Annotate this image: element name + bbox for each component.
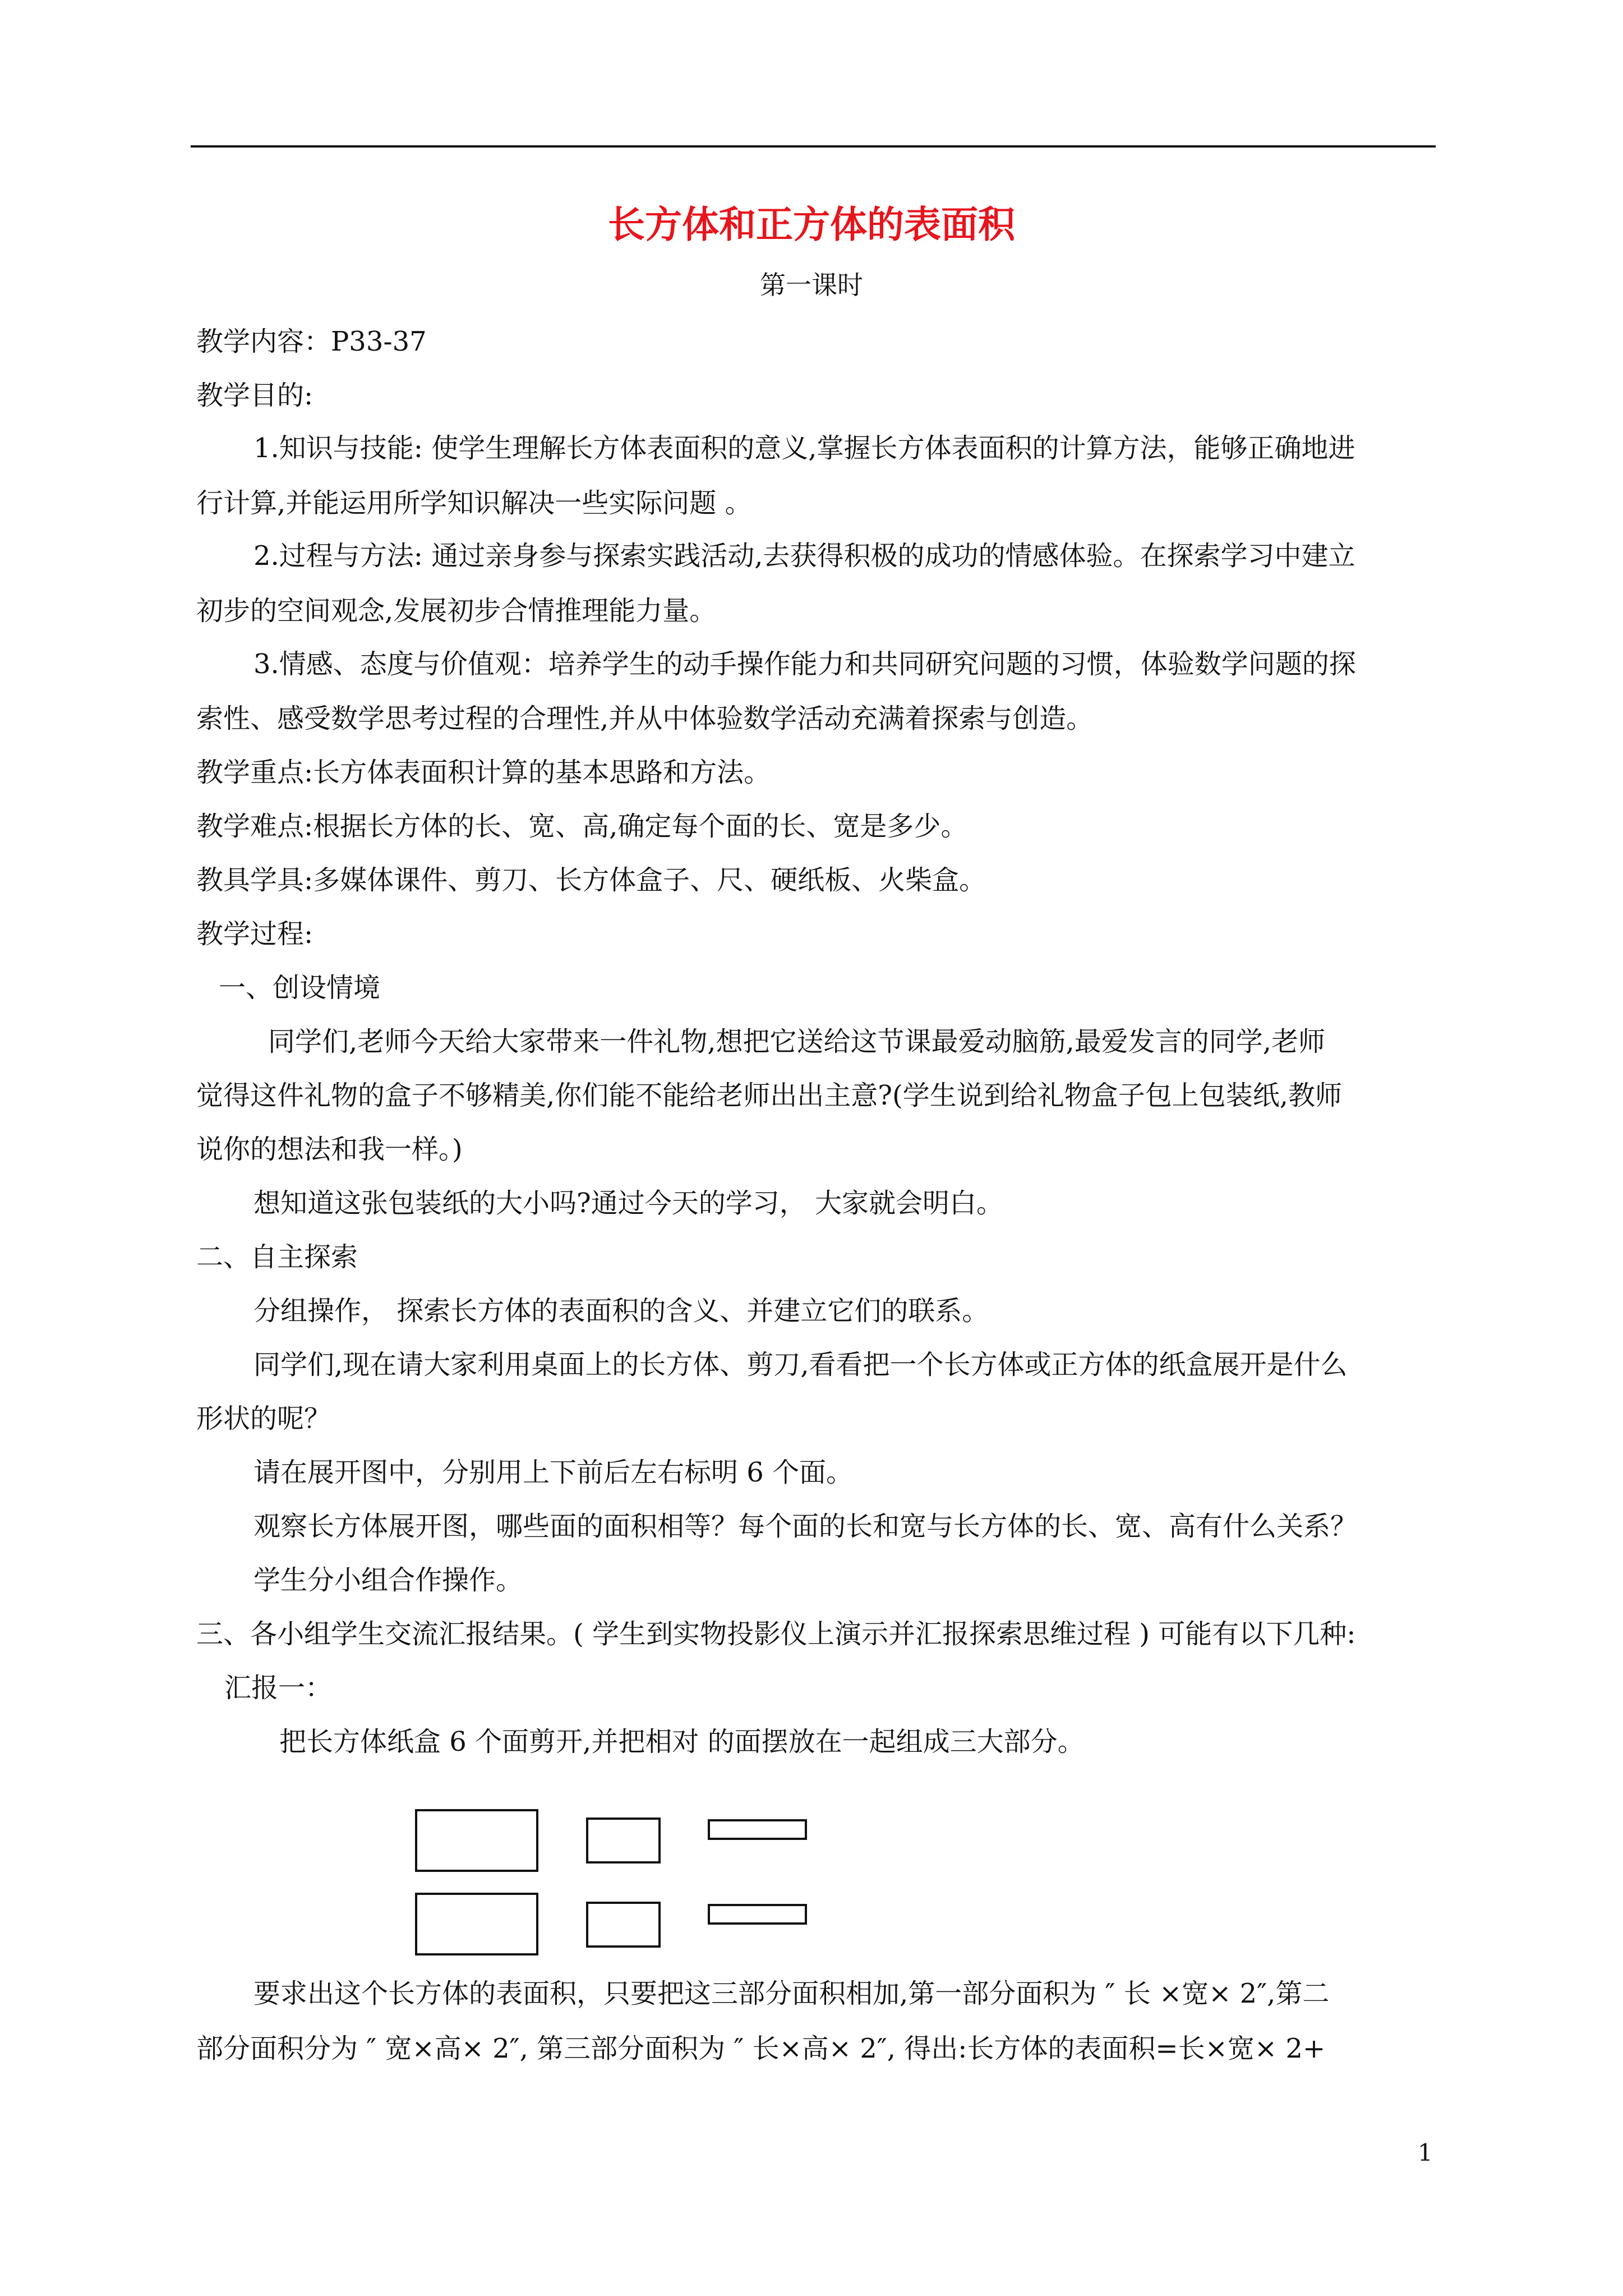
text-line: 学生分小组合作操作。	[253, 1565, 523, 1596]
text-line: 教学难点:根据长方体的长、宽、高,确定每个面的长、宽是多少。	[196, 811, 968, 842]
text-line: 汇报一：	[224, 1672, 333, 1704]
section-heading: 二、自主探索	[196, 1241, 358, 1273]
text-line: 要求出这个长方体的表面积，只要把这三部分面积相加,第一部分面积为 ″ 长 ×宽× 2″,第二	[253, 1978, 1330, 2009]
text-line: 把长方体纸盒 6 个面剪开,并把相对 的面摆放在一起组成三大部分。	[279, 1726, 1085, 1757]
text-line: 同学们,现在请大家利用桌面上的长方体、剪刀,看看把一个长方体或正方体的纸盒展开是什么	[253, 1349, 1348, 1381]
section-heading: 三、各小组学生交流汇报结果。( 学生到实物投影仪上演示并汇报探索思维过程 ) 可能有以下几种:	[196, 1618, 1356, 1650]
text-line: 部分面积分为 ″ 宽×高× 2″, 第三部分面积为 ″ 长×高× 2″, 得出:长方体的表面积=长×宽× 2+	[196, 2033, 1326, 2064]
face-rect-medium	[586, 1902, 661, 1948]
text-line: 1.知识与技能: 使学生理解长方体表面积的意义,掌握长方体表面积的计算方法，能够正确地进	[253, 432, 1355, 464]
text-line: 分组操作， 探索长方体的表面积的含义、并建立它们的联系。	[253, 1295, 989, 1327]
text-line: 说你的想法和我一样。)	[196, 1134, 463, 1165]
header-rule	[191, 145, 1436, 148]
text-line: 请在展开图中，分别用上下前后左右标明 6 个面。	[253, 1457, 854, 1488]
face-rect-large	[415, 1893, 538, 1955]
text-line: 初步的空间观念,发展初步合情推理能力量。	[196, 595, 717, 627]
face-rect-thin	[708, 1904, 807, 1925]
text-line: 2.过程与方法: 通过亲身参与探索实践活动,去获得积极的成功的情感体验。在探索学习中建立	[253, 540, 1355, 572]
text-line: 想知道这张包装纸的大小吗?通过今天的学习， 大家就会明白。	[253, 1188, 1003, 1219]
text-line: 索性、感受数学思考过程的合理性,并从中体验数学活动充满着探索与创造。	[196, 703, 1094, 734]
text-line: 行计算,并能运用所学知识解决一些实际问题 。	[196, 487, 752, 519]
face-rect-large	[415, 1809, 538, 1872]
text-line: 同学们,老师今天给大家带来一件礼物,想把它送给这节课最爱动脑筋,最爱发言的同学,老师	[268, 1026, 1326, 1057]
text-line: 形状的呢？	[196, 1403, 331, 1434]
text-line: 教学内容：P33-37	[196, 326, 427, 357]
document-title: 长方体和正方体的表面积	[608, 203, 1015, 246]
document-subtitle: 第一课时	[760, 270, 863, 300]
text-line: 教学过程:	[196, 918, 313, 950]
text-line: 3.情感、态度与价值观：培养学生的动手操作能力和共同研究问题的习惯，体验数学问题的探	[253, 648, 1356, 680]
text-line: 觉得这件礼物的盒子不够精美,你们能不能给老师出出主意?(学生说到给礼物盒子包上包装纸,教师	[196, 1080, 1342, 1111]
text-line: 教学目的:	[196, 380, 313, 411]
text-line: 教学重点:长方体表面积计算的基本思路和方法。	[196, 757, 771, 788]
face-rect-medium	[586, 1818, 661, 1864]
page-number: 1	[1418, 2139, 1433, 2166]
text-line: 教具学具:多媒体课件、剪刀、长方体盒子、尺、硬纸板、火柴盒。	[196, 864, 986, 896]
section-heading: 一、创设情境	[219, 972, 381, 1004]
text-line: 观察长方体展开图，哪些面的面积相等？每个面的长和宽与长方体的长、宽、高有什么关系？	[253, 1511, 1358, 1542]
face-rect-thin	[708, 1819, 807, 1840]
